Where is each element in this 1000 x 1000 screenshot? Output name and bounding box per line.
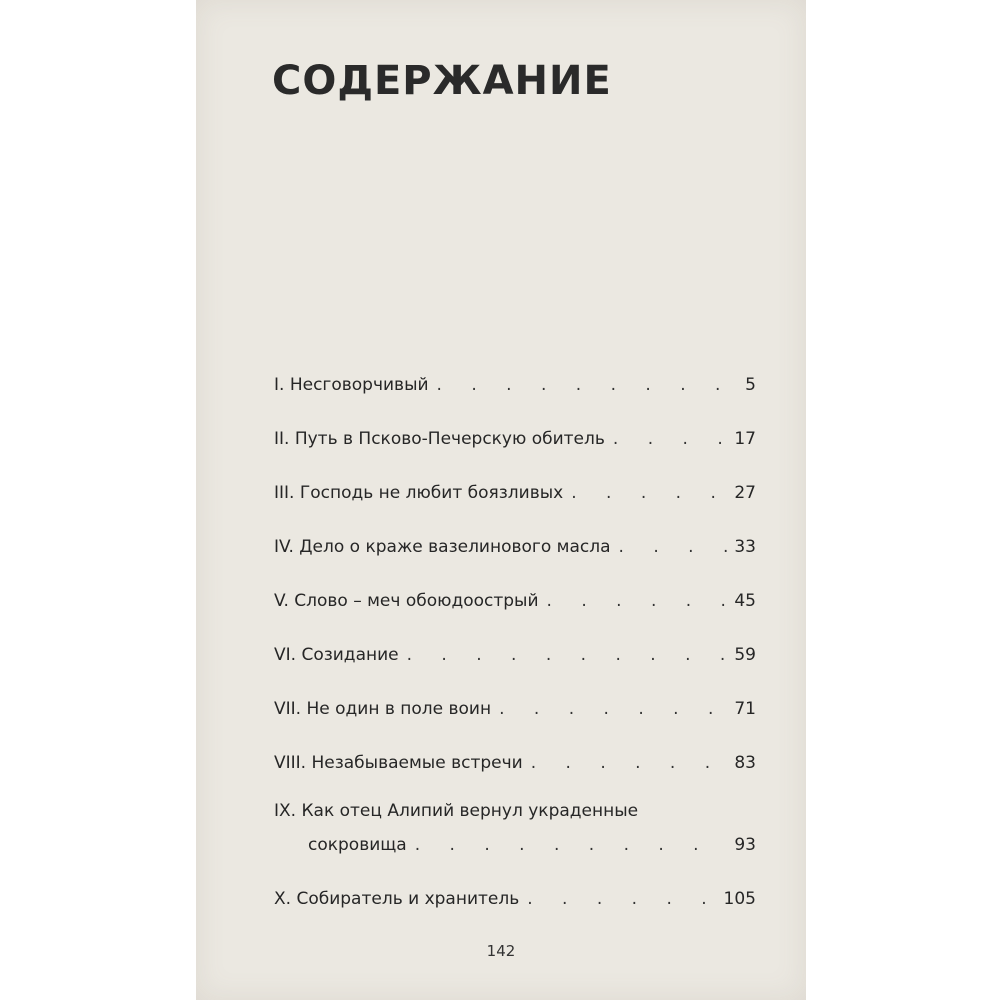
toc-entry-title: VIII. Незабываемые встречи xyxy=(274,753,523,773)
toc-entry-page: 71 xyxy=(734,699,756,719)
dot-leader xyxy=(619,536,729,558)
book-page xyxy=(196,0,806,1000)
toc-entry-9 xyxy=(274,800,756,856)
toc-entry-title-continuation: сокровища xyxy=(308,835,407,855)
toc-entry-page: 33 xyxy=(734,537,756,557)
dot-leader xyxy=(415,834,729,856)
toc-entry-1 xyxy=(274,368,756,396)
toc-entry-5 xyxy=(274,584,756,612)
toc-entry-page: 83 xyxy=(734,753,756,773)
dot-leader xyxy=(407,644,729,666)
toc-entry-title: IV. Дело о краже вазелинового масла xyxy=(274,537,611,557)
dot-leader xyxy=(437,374,740,396)
toc-entry-3 xyxy=(274,476,756,504)
toc-entry-title: IX. Как отец Алипий вернул украденные xyxy=(274,801,639,821)
dot-leader xyxy=(531,752,729,774)
toc-entry-7 xyxy=(274,692,756,720)
dot-leader xyxy=(571,482,728,504)
toc-entry-page: 45 xyxy=(734,591,756,611)
toc-entry-title: II. Путь в Псково-Печерскую обитель xyxy=(274,429,605,449)
toc-entry-title: X. Собиратель и хранитель xyxy=(274,889,520,909)
toc-entry-page: 105 xyxy=(723,889,756,909)
page-title: СОДЕРЖАНИЕ xyxy=(272,58,612,104)
toc-entry-8 xyxy=(274,746,756,774)
toc-entry-6 xyxy=(274,638,756,666)
toc-entry-4 xyxy=(274,530,756,558)
toc-entry-10 xyxy=(274,882,756,910)
toc-entry-title: V. Слово – меч обоюдоострый xyxy=(274,591,539,611)
dot-leader xyxy=(499,698,728,720)
toc-entry-title: I. Несговорчивый xyxy=(274,375,429,395)
dot-leader xyxy=(527,888,717,910)
toc-entry-page: 93 xyxy=(734,835,756,855)
toc-entry-title: VII. Не один в поле воин xyxy=(274,699,492,719)
dot-leader xyxy=(547,590,729,612)
page-number: 142 xyxy=(486,942,516,960)
toc-entry-page: 17 xyxy=(734,429,756,449)
toc-entry-title: III. Господь не любит боязливых xyxy=(274,483,564,503)
toc-entry-page: 59 xyxy=(734,645,756,665)
dot-leader xyxy=(613,428,728,450)
table-of-contents xyxy=(274,368,756,936)
toc-entry-title: VI. Созидание xyxy=(274,645,399,665)
toc-entry-2 xyxy=(274,422,756,450)
toc-entry-page: 27 xyxy=(734,483,756,503)
toc-entry-page: 5 xyxy=(745,375,756,395)
